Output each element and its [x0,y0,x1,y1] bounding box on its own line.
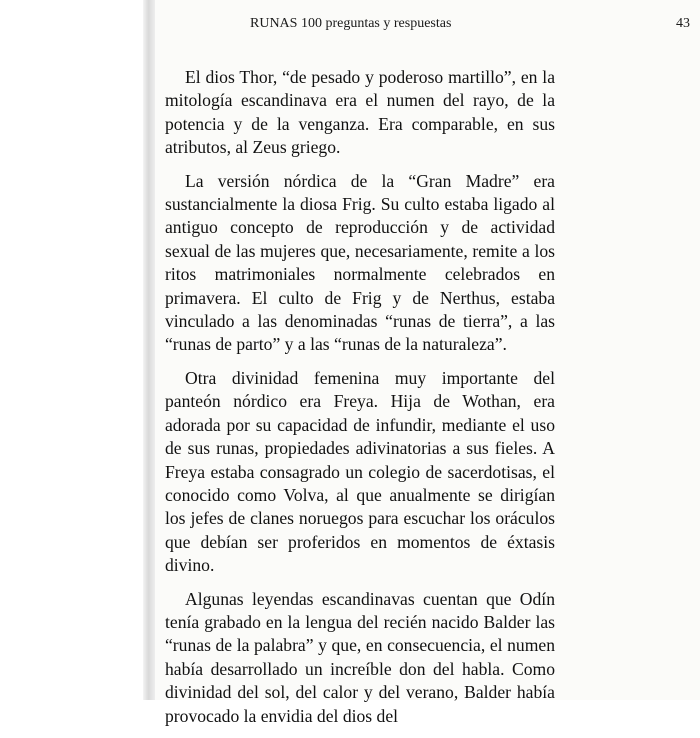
paragraph: Algunas leyendas escandinavas cuentan que Odín tenía grabado en la lengua del recién nacido Balder las “runas de la palabra” y que, en consecuencia, el numen había desarrollado un increíble don del habla. Como divinidad del sol, del calor y del verano, Balder había provocado la envidia del dios del [165,588,555,726]
paragraph: Otra divinidad femenina muy importante del panteón nórdico era Freya. Hija de Wothan, era adorada por su capacidad de infundir, mediante el uso de sus runas, propiedades adivinatorias a sus fieles. A Freya estaba consagrado un colegio de sacerdotisas, el conocido como Volva, al que anualmente se dirigían los jefes de clanes noruegos para escuchar los oráculos que debían ser proferidos en momentos de éxtasis divino. [165,367,555,576]
body-text [165,66,555,738]
page-number: 43 [676,16,690,31]
paragraph: El dios Thor, “de pesado y poderoso martillo”, en la mitología escandinava era el numen del rayo, de la potencia y de la venganza. Era comparable, en sus atributos, al Zeus griego. [165,67,555,158]
page-edge-shadow [143,0,155,700]
running-title: RUNAS 100 preguntas y respuestas [250,16,452,31]
paragraph: La versión nórdica de la “Gran Madre” era sustancialmente la diosa Frig. Su culto estaba ligado al antiguo concepto de reproducción y de actividad sexual de las mujeres que, necesariamente, remite a los ritos matrimoniales normalmente celebrados en primavera. El culto de Frig y de Nerthus, estaba vinculado a las denominadas “runas de tierra”, a las “runas de parto” y a las “runas de la naturaleza”. [165,170,555,355]
book-page [155,0,700,726]
blank-margin [0,0,150,700]
